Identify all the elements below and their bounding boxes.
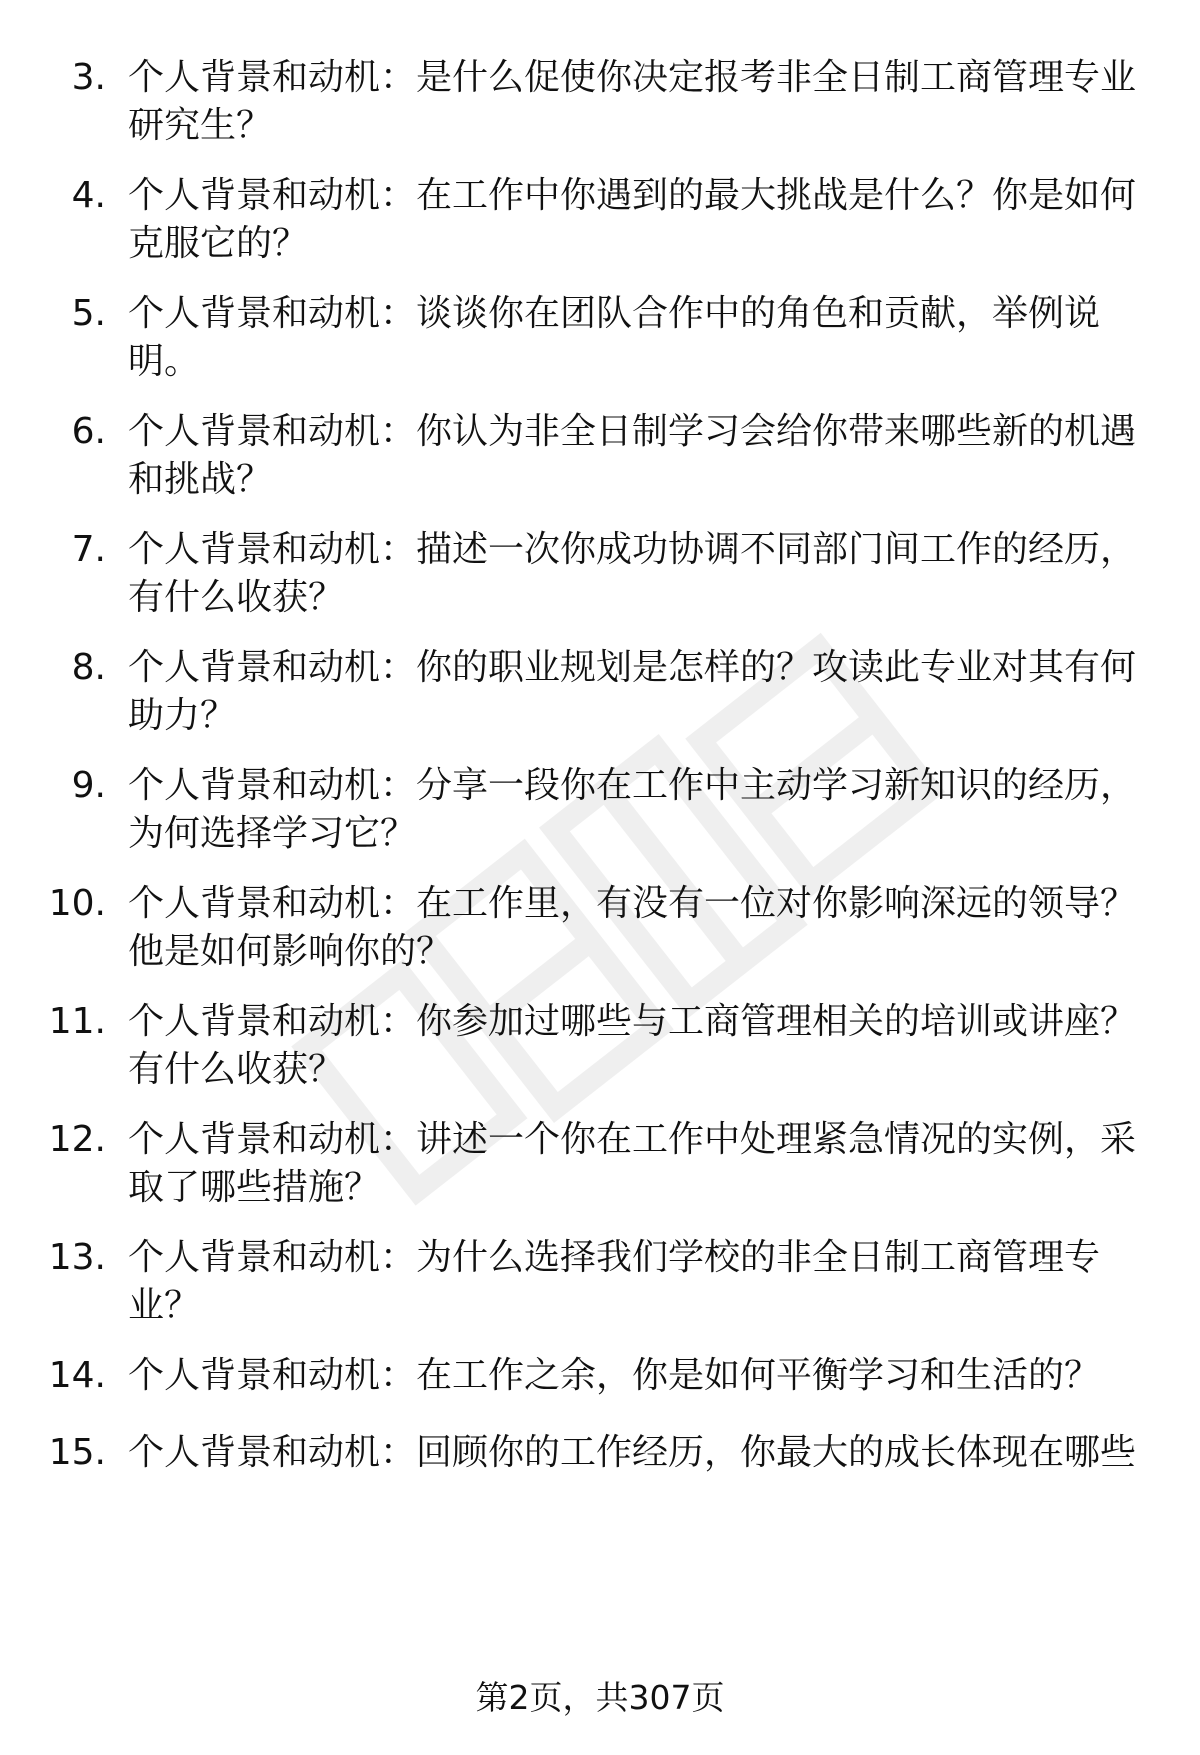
question-text: 个人背景和动机：回顾你的工作经历，你最大的成长体现在哪些 bbox=[128, 1432, 1137, 1473]
question-number: 6. bbox=[71, 411, 106, 452]
question-number: 5. bbox=[71, 293, 106, 334]
question-number: 3. bbox=[71, 57, 106, 98]
question-number: 11. bbox=[48, 1001, 106, 1042]
question-text: 个人背景和动机：为什么选择我们学校的非全日制工商管理专业？ bbox=[128, 1237, 1101, 1326]
question-number: 7. bbox=[71, 529, 106, 570]
question-text: 个人背景和动机：谈谈你在团队合作中的角色和贡献，举例说明。 bbox=[128, 293, 1101, 382]
page-footer bbox=[0, 1676, 1200, 1720]
question-number: 13. bbox=[48, 1237, 106, 1278]
page-number-label: 第2页，共307页 bbox=[475, 1678, 725, 1717]
question-number: 14. bbox=[48, 1355, 106, 1396]
question-number: 4. bbox=[71, 175, 106, 216]
question-text: 个人背景和动机：描述一次你成功协调不同部门间工作的经历，有什么收获？ bbox=[128, 529, 1137, 618]
question-number: 9. bbox=[71, 765, 106, 806]
question-text: 个人背景和动机：你的职业规划是怎样的？攻读此专业对其有何助力？ bbox=[128, 647, 1137, 736]
question-text: 个人背景和动机：是什么促使你决定报考非全日制工商管理专业研究生？ bbox=[128, 57, 1137, 146]
question-text: 个人背景和动机：讲述一个你在工作中处理紧急情况的实例，采取了哪些措施？ bbox=[128, 1119, 1137, 1208]
question-text: 个人背景和动机：在工作里，有没有一位对你影响深远的领导？他是如何影响你的？ bbox=[128, 883, 1137, 972]
question-text: 个人背景和动机：你认为非全日制学习会给你带来哪些新的机遇和挑战？ bbox=[128, 411, 1137, 500]
question-number: 8. bbox=[71, 647, 106, 688]
question-text: 个人背景和动机：在工作之余，你是如何平衡学习和生活的？ bbox=[128, 1355, 1101, 1396]
question-number: 12. bbox=[48, 1119, 106, 1160]
question-text: 个人背景和动机：你参加过哪些与工商管理相关的培训或讲座？有什么收获？ bbox=[128, 1001, 1137, 1090]
question-number: 15. bbox=[48, 1432, 106, 1473]
question-text: 个人背景和动机：在工作中你遇到的最大挑战是什么？你是如何克服它的？ bbox=[128, 175, 1137, 264]
question-number: 10. bbox=[48, 883, 106, 924]
question-text: 个人背景和动机：分享一段你在工作中主动学习新知识的经历，为何选择学习它？ bbox=[128, 765, 1137, 854]
